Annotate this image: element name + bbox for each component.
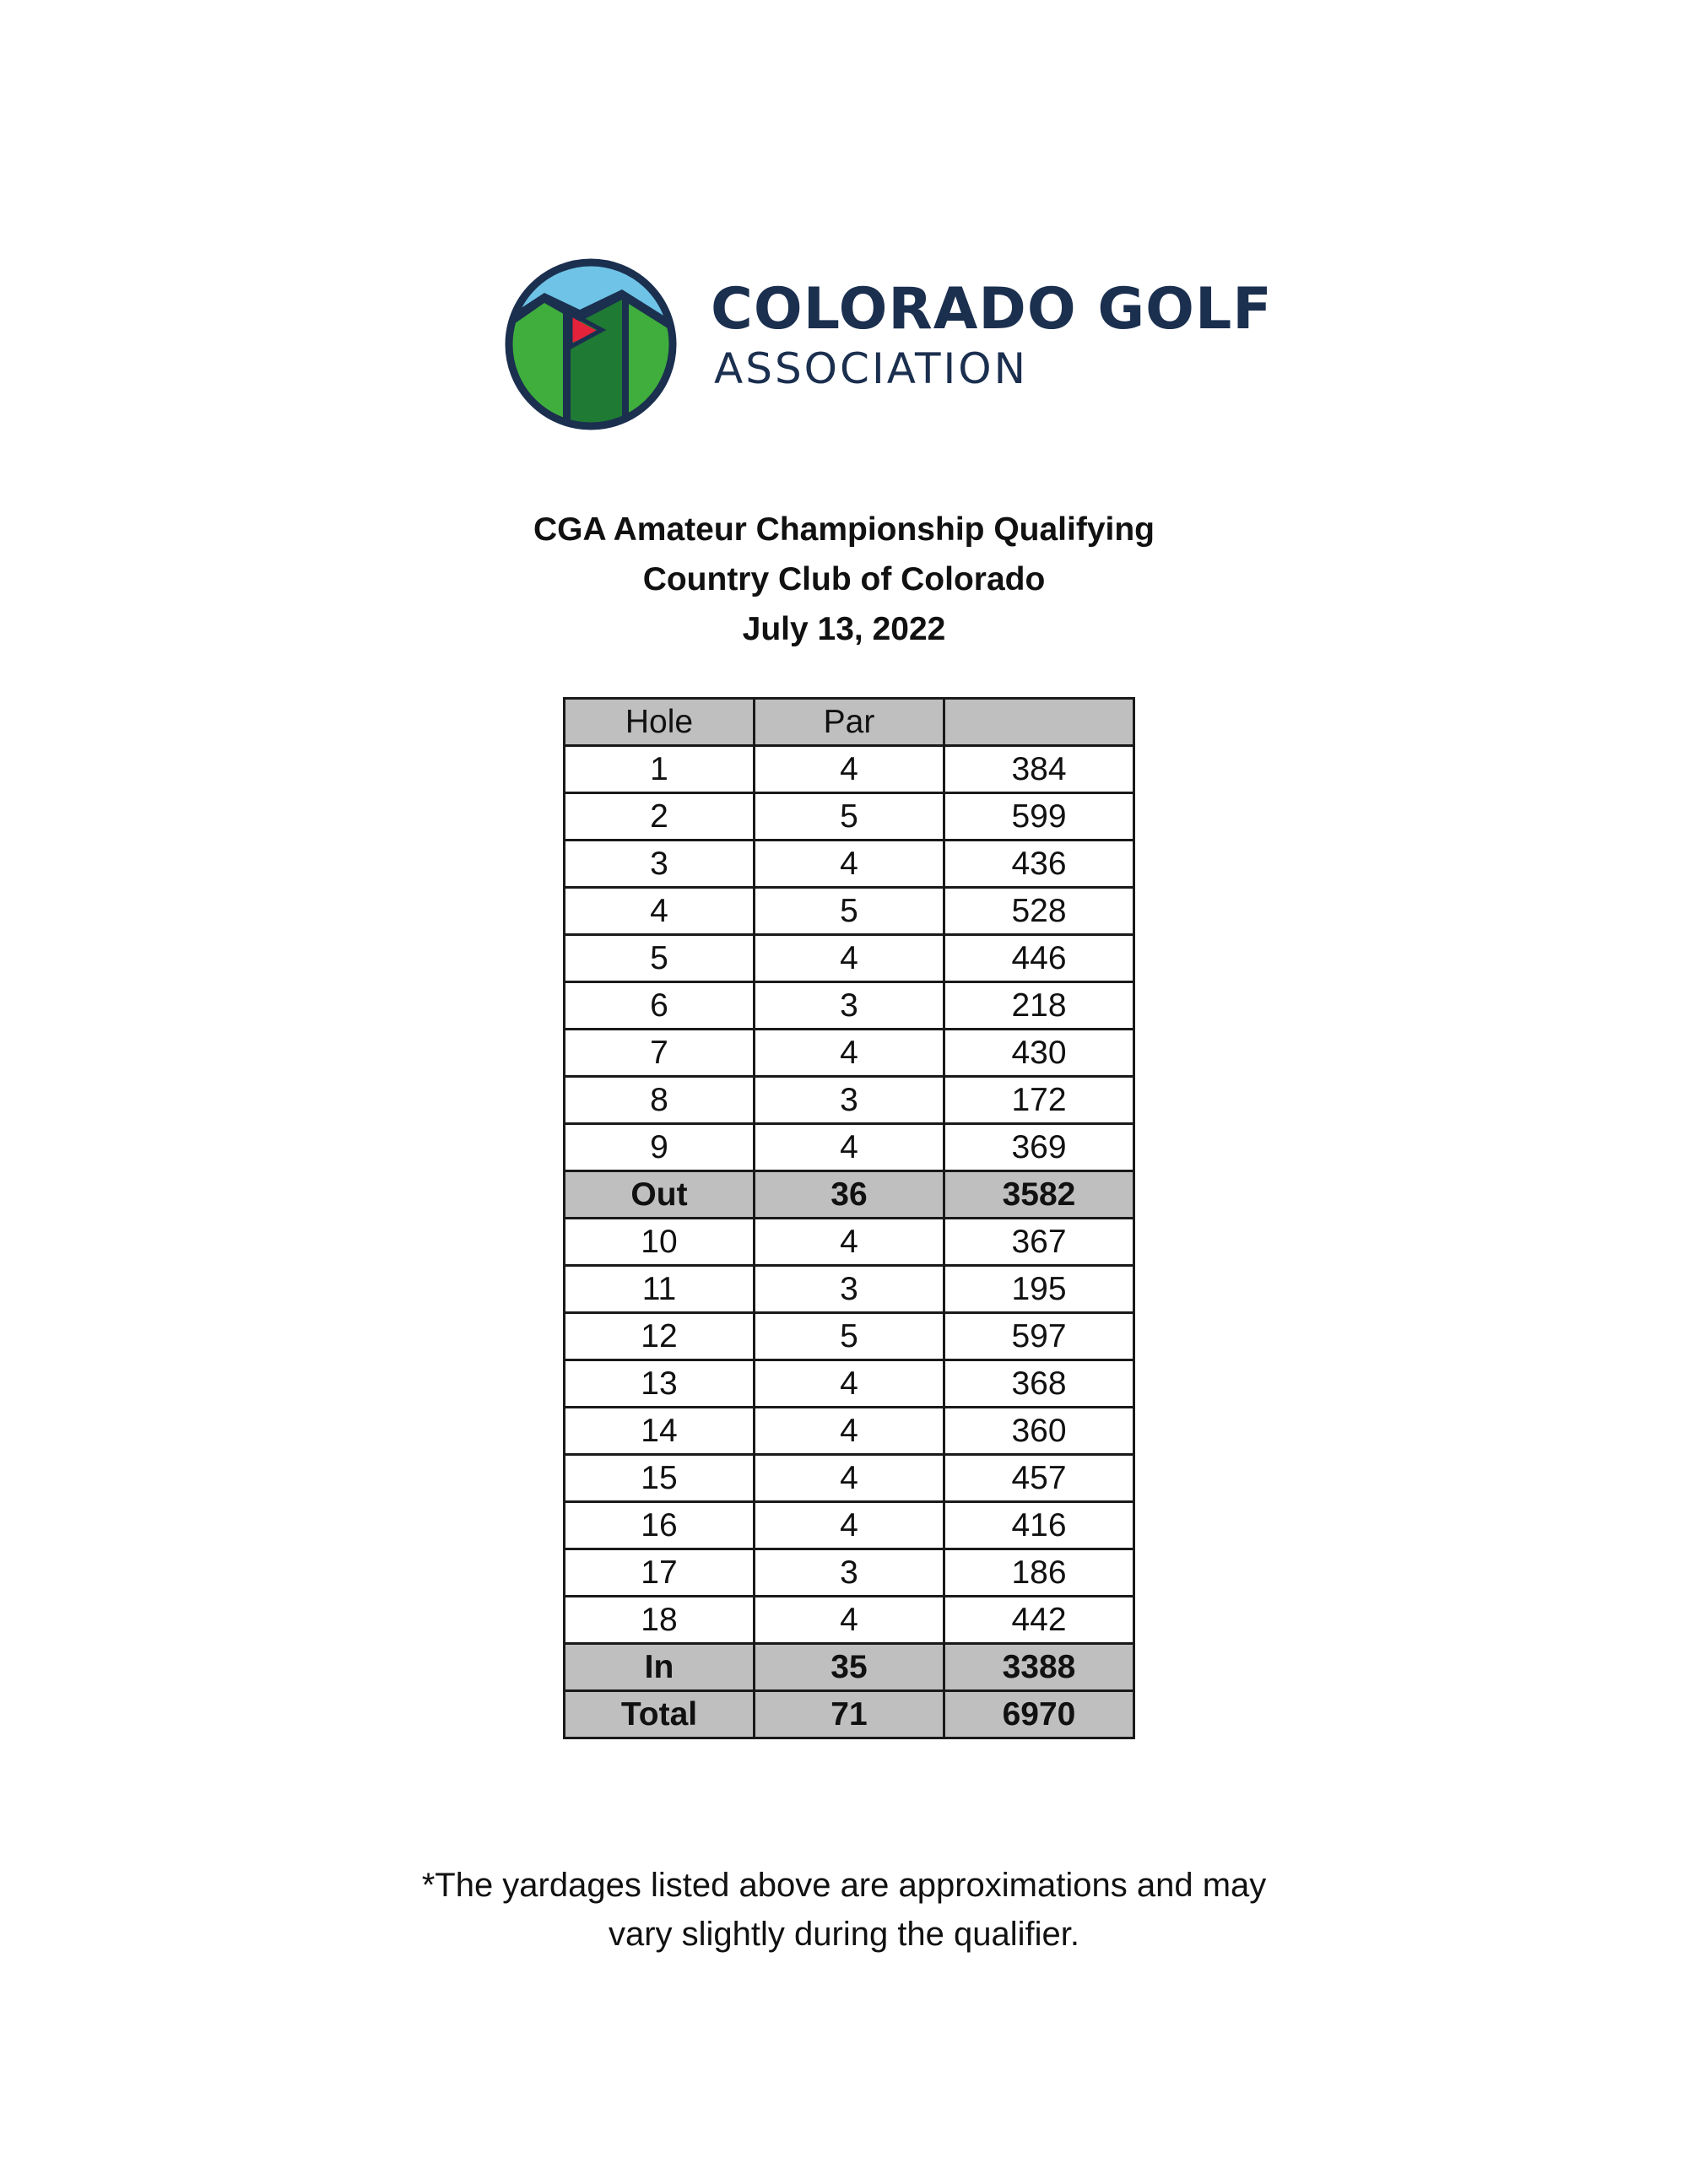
par-cell: 4	[755, 1408, 944, 1455]
hole-cell: 12	[565, 1313, 755, 1360]
table-header-row	[565, 699, 1134, 746]
par-cell: 3	[755, 1549, 944, 1597]
par-cell: 4	[755, 1030, 944, 1077]
footnote-line2: vary slightly during the qualifier.	[608, 1916, 1080, 1953]
par-cell: 3	[755, 1266, 944, 1313]
table-row	[565, 1597, 1134, 1644]
hole-cell: 3	[565, 841, 755, 888]
hole-cell: 17	[565, 1549, 755, 1597]
table-row	[565, 888, 1134, 935]
yards-cell: 416	[944, 1502, 1134, 1549]
table-row	[565, 1124, 1134, 1171]
yards-cell: 436	[944, 841, 1134, 888]
yards-cell: 384	[944, 746, 1134, 793]
table-row	[565, 1360, 1134, 1408]
par-cell: 35	[755, 1644, 944, 1691]
yards-cell: 172	[944, 1077, 1134, 1124]
par-cell: 4	[755, 935, 944, 982]
table-row	[565, 935, 1134, 982]
logo-wordmark-line2: ASSOCIATION	[714, 344, 1029, 393]
yards-cell: 442	[944, 1597, 1134, 1644]
hole-cell: 16	[565, 1502, 755, 1549]
yards-cell: 360	[944, 1408, 1134, 1455]
yards-cell: 430	[944, 1030, 1134, 1077]
yards-cell: 218	[944, 982, 1134, 1030]
table-row	[565, 1455, 1134, 1502]
hole-cell: 18	[565, 1597, 755, 1644]
hole-cell: 13	[565, 1360, 755, 1408]
yards-cell: 367	[944, 1219, 1134, 1266]
hole-cell: 2	[565, 793, 755, 841]
table-body	[565, 746, 1134, 1738]
par-cell: 4	[755, 1597, 944, 1644]
yards-cell: 597	[944, 1313, 1134, 1360]
par-cell: 4	[755, 1502, 944, 1549]
par-cell: 4	[755, 1360, 944, 1408]
table-row	[565, 793, 1134, 841]
hole-cell: 14	[565, 1408, 755, 1455]
event-date: July 13, 2022	[742, 611, 946, 647]
hole-cell: 10	[565, 1219, 755, 1266]
yards-cell: 368	[944, 1360, 1134, 1408]
yards-cell: 528	[944, 888, 1134, 935]
table-row	[565, 1549, 1134, 1597]
hole-cell: 6	[565, 982, 755, 1030]
document-heading	[0, 505, 1688, 654]
table-row	[565, 841, 1134, 888]
footnote-line1: *The yardages listed above are approximations and may	[421, 1867, 1267, 1904]
par-cell: 36	[755, 1171, 944, 1219]
yards-cell: 599	[944, 793, 1134, 841]
hole-cell: In	[565, 1644, 755, 1691]
hole-cell: 1	[565, 746, 755, 793]
hole-cell: 15	[565, 1455, 755, 1502]
event-venue: Country Club of Colorado	[642, 561, 1046, 597]
table-row	[565, 1030, 1134, 1077]
table-row	[565, 1408, 1134, 1455]
table-row	[565, 1313, 1134, 1360]
hole-cell: 5	[565, 935, 755, 982]
yardage-footnote	[0, 1861, 1688, 1959]
table-row	[565, 1219, 1134, 1266]
hole-cell: 8	[565, 1077, 755, 1124]
logo-wordmark-line1: COLORADO GOLF	[711, 276, 1273, 343]
subtotal-row	[565, 1691, 1134, 1738]
yards-cell: 186	[944, 1549, 1134, 1597]
yardage-table	[563, 697, 1135, 1739]
par-cell: 5	[755, 888, 944, 935]
hole-cell: Total	[565, 1691, 755, 1738]
yards-cell: 446	[944, 935, 1134, 982]
subtotal-row	[565, 1644, 1134, 1691]
yards-cell: 457	[944, 1455, 1134, 1502]
hole-cell: Out	[565, 1171, 755, 1219]
par-cell: 4	[755, 841, 944, 888]
par-cell: 71	[755, 1691, 944, 1738]
par-cell: 3	[755, 982, 944, 1030]
yards-cell: 6970	[944, 1691, 1134, 1738]
yards-cell: 3582	[944, 1171, 1134, 1219]
par-cell: 4	[755, 1455, 944, 1502]
yards-cell: 369	[944, 1124, 1134, 1171]
table-row	[565, 1502, 1134, 1549]
table-row	[565, 982, 1134, 1030]
cga-logo-emblem-icon	[495, 257, 686, 431]
par-cell: 4	[755, 1124, 944, 1171]
event-title: CGA Amateur Championship Qualifying	[533, 511, 1155, 548]
table-row	[565, 746, 1134, 793]
par-cell: 3	[755, 1077, 944, 1124]
par-cell: 5	[755, 793, 944, 841]
cga-logo	[495, 257, 1273, 435]
par-cell: 5	[755, 1313, 944, 1360]
yards-cell: 195	[944, 1266, 1134, 1313]
header-par: Par	[755, 699, 944, 746]
table-row	[565, 1077, 1134, 1124]
par-cell: 4	[755, 1219, 944, 1266]
hole-cell: 7	[565, 1030, 755, 1077]
table-row	[565, 1266, 1134, 1313]
hole-cell: 9	[565, 1124, 755, 1171]
subtotal-row	[565, 1171, 1134, 1219]
header-hole: Hole	[565, 699, 755, 746]
hole-cell: 4	[565, 888, 755, 935]
header-yards	[944, 699, 1134, 746]
par-cell: 4	[755, 746, 944, 793]
hole-cell: 11	[565, 1266, 755, 1313]
yards-cell: 3388	[944, 1644, 1134, 1691]
